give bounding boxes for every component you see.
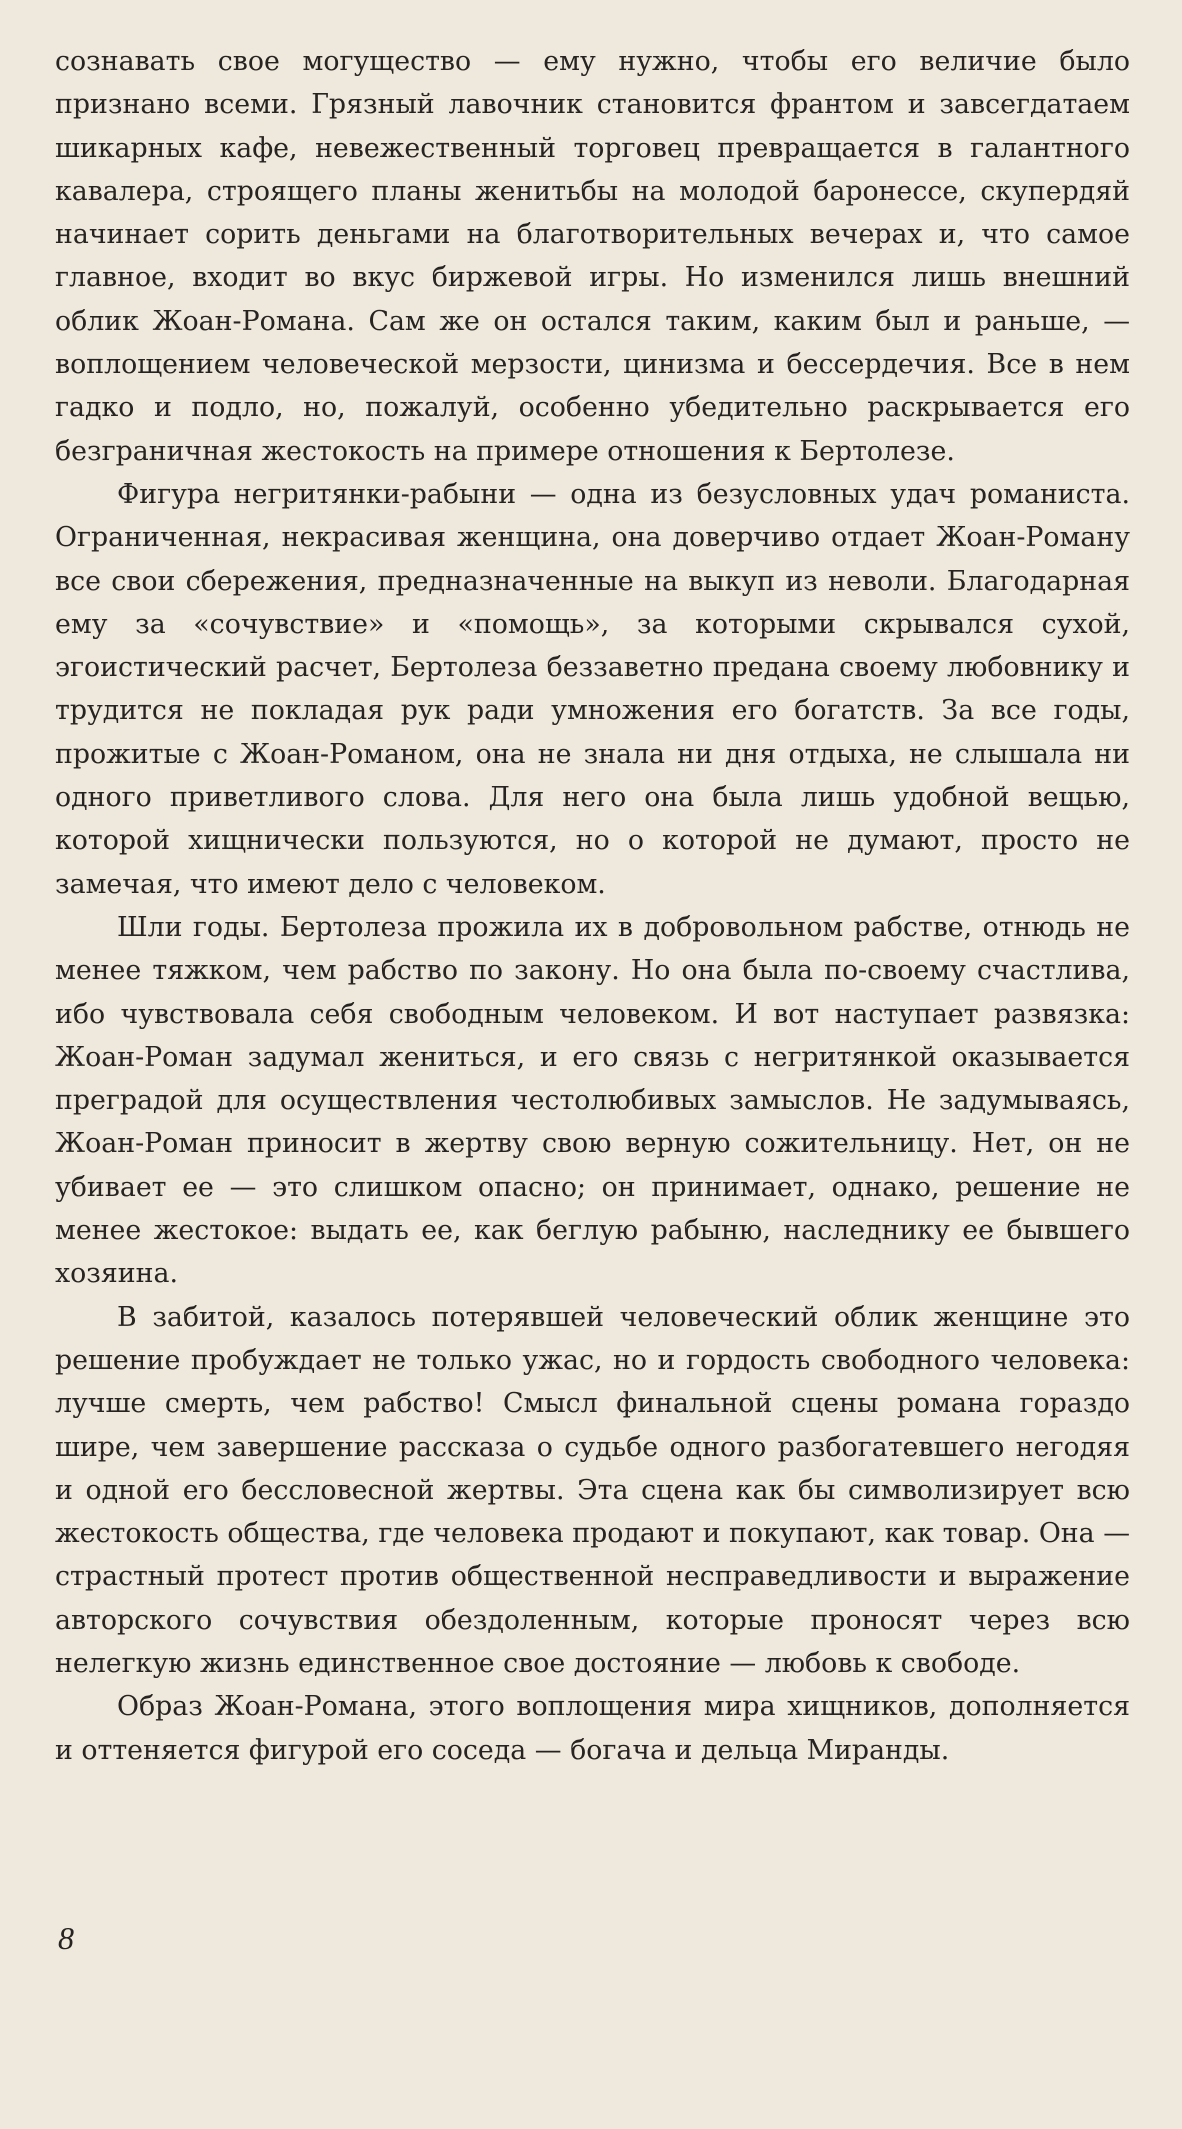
page-number: 8 bbox=[58, 1920, 74, 1956]
paragraph-2: Фигура негритянки-рабыни — одна из безусловных удач романиста. Ограниченная, некрасивая женщина, она доверчиво отдает Жоан-Роману все свои сбережения, предназначенные на выкуп из неволи. Благодарная ему за «сочувствие» и «помощь», за которыми скрывался сухой, эгоистический расчет, Бертолеза беззаветно предана своему любовнику и трудится не покладая рук ради умножения его богатств. За все годы, прожитые с Жоан-Романом, она не знала ни дня отдыха, не слышала ни одного приветливого слова. Для него она была лишь удобной вещью, которой хищнически пользуются, но о которой не думают, просто не замечая, что имеют дело с человеком. bbox=[55, 478, 1130, 900]
paragraph-4: В забитой, казалось потерявшей человеческий облик женщине это решение пробуждает не только ужас, но и гордость свободного человека: лучше смерть, чем рабство! Смысл финальной сцены романа гораздо шире, чем завершение рассказа о судьбе одного разбогатевшего негодяя и одной его бессловесной жертвы. Эта сцена как бы символизирует всю жестокость общества, где человека продают и покупают, как товар. Она — страстный протест против общественной несправедливости и выражение авторского сочувствия обездоленным, которые проносят через всю нелегкую жизнь единственное свое достояние — любовь к свободе. bbox=[55, 1301, 1130, 1679]
body-text bbox=[55, 40, 1130, 1772]
paragraph-1: сознавать свое могущество — ему нужно, чтобы его величие было признано всеми. Грязный лавочник становится франтом и завсегдатаем шикарных кафе, невежественный торговец превращается в галантного кавалера, строящего планы женитьбы на молодой баронессе, скупердяй начинает сорить деньгами на благотворительных вечерах и, что самое главное, входит во вкус биржевой игры. Но изменился лишь внешний облик Жоан-Романа. Сам же он остался таким, каким был и раньше, — воплощением человеческой мерзости, цинизма и бессердечия. Все в нем гадко и подло, но, пожалуй, особенно убедительно раскрывается его безграничная жестокость на примере отношения к Бертолезе. bbox=[55, 46, 1130, 467]
paragraph-5: Образ Жоан-Романа, этого воплощения мира хищников, дополняется и оттеняется фигурой его соседа — богача и дельца Миранды. bbox=[55, 1691, 1130, 1766]
paragraph-3: Шли годы. Бертолеза прожила их в добровольном рабстве, отнюдь не менее тяжком, чем рабство по закону. Но она была по-своему счастлива, ибо чувствовала себя свободным человеком. И вот наступает развязка: Жоан-Роман задумал жениться, и его связь с негритянкой оказывается преградой для осуществления честолюбивых замыслов. Не задумываясь, Жоан-Роман приносит в жертву свою верную сожительницу. Нет, он не убивает ее — это слишком опасно; он принимает, однако, решение не менее жестокое: выдать ее, как беглую рабыню, наследнику ее бывшего хозяина. bbox=[55, 911, 1130, 1290]
